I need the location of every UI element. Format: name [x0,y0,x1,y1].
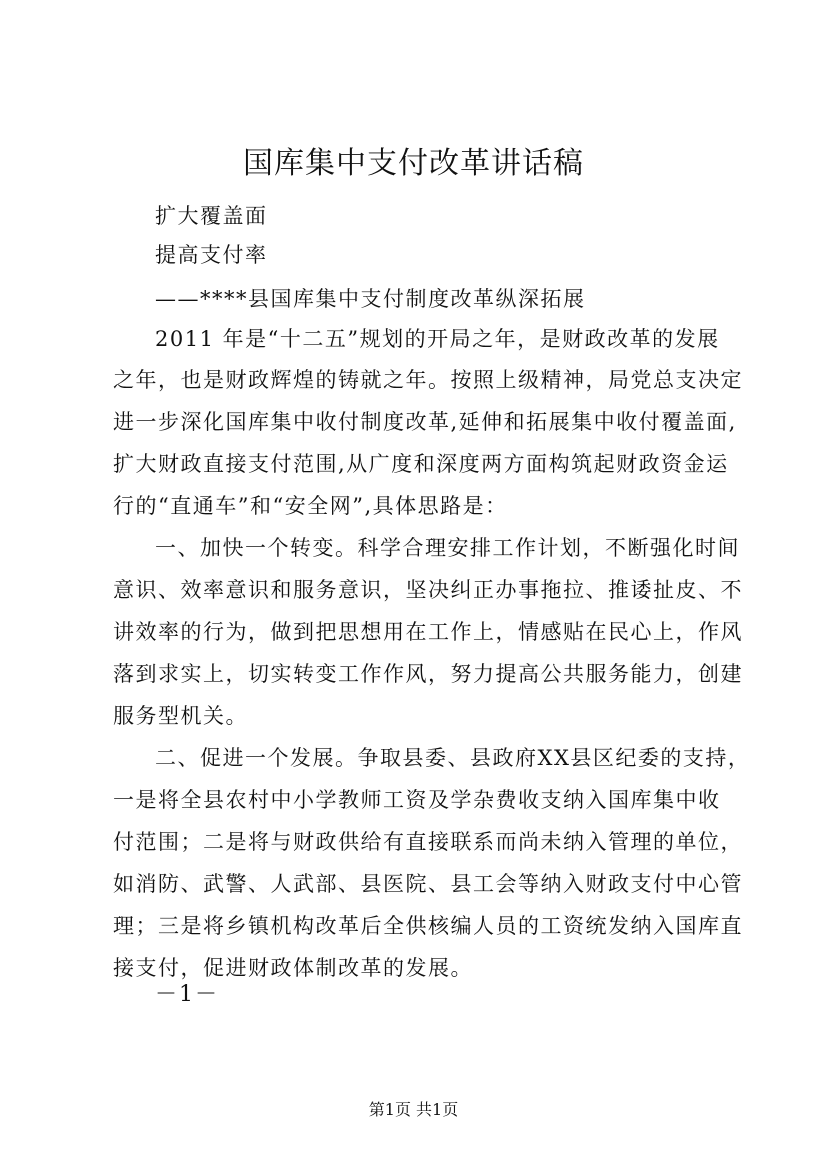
paragraph-3-line: 如消防、武警、人武部、县医院、县工会等纳入财政支付中心管 [113,872,743,896]
paragraph-3-line: 付范围；二是将与财政供给有直接联系而尚未纳入管理的单位， [113,830,743,854]
page-number-mark: －1－ [155,982,219,1007]
paragraph-2-line: 落到求实上，切实转变工作作风，努力提高公共服务能力，创建 [113,662,743,686]
subtitle-line-2: 提高支付率 [155,243,268,267]
page-footer: 第1页 共1页 [368,1100,459,1119]
paragraph-1-line: 扩大财政直接支付范围,从广度和深度两方面构筑起财政资金运 [113,452,729,476]
paragraph-1-line: 之年，也是财政辉煌的铸就之年。按照上级精神，局党总支决定 [113,368,743,392]
paragraph-3-line: 一是将全县农村中小学教师工资及学杂费收支纳入国库集中收 [113,788,721,812]
paragraph-3-line: 二、促进一个发展。争取县委、县政府XX县区纪委的支持， [155,746,751,770]
document-title: 国库集中支付改革讲话稿 [243,146,584,181]
paragraph-1-line: 进一步深化国库集中收付制度改革,延伸和拓展集中收付覆盖面, [113,410,737,434]
subtitle-line-1: 扩大覆盖面 [155,204,268,228]
paragraph-1-line: 2011 年是“十二五”规划的开局之年，是财政改革的发展 [155,327,720,351]
paragraph-3-line: 接支付，促进财政体制改革的发展。 [113,956,473,980]
paragraph-2-line: 一、加快一个转变。科学合理安排工作计划，不断强化时间 [155,536,740,560]
subtitle-line-3: ——****县国库集中支付制度改革纵深拓展 [155,287,586,311]
paragraph-3-line: 理；三是将乡镇机构改革后全供核编人员的工资统发纳入国库直 [113,914,743,938]
paragraph-1-line: 行的“直通车”和“安全网”,具体思路是： [113,494,508,518]
paragraph-2-line: 意识、效率意识和服务意识，坚决纠正办事拖拉、推诿扯皮、不 [113,578,743,602]
paragraph-2-line: 讲效率的行为，做到把思想用在工作上，情感贴在民心上，作风 [113,620,743,644]
paragraph-2-line: 服务型机关。 [113,704,248,728]
